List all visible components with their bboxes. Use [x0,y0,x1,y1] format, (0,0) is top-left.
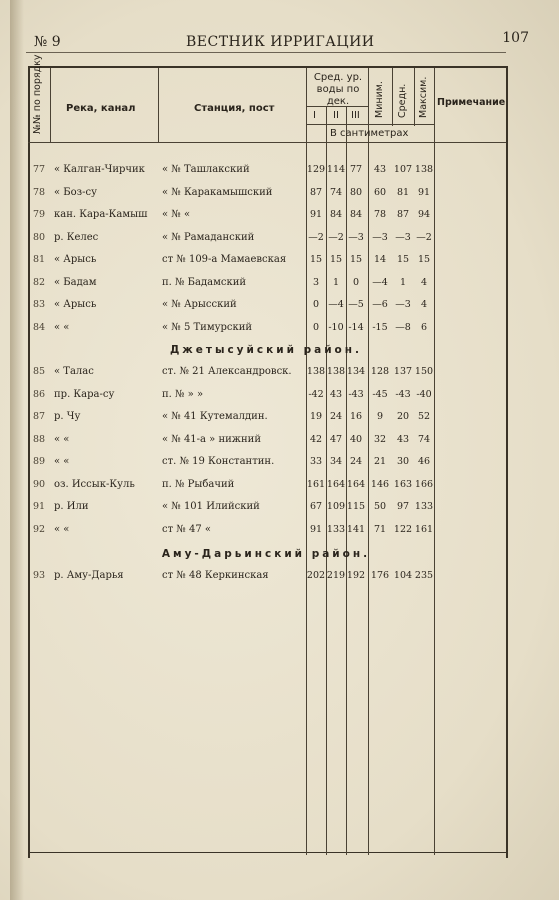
dec3-value: —3 [348,231,364,243]
dec3-value: —5 [348,299,364,310]
dec3-value: 15 [349,254,363,265]
dec3-value: 77 [349,164,363,175]
dec1-value: 0 [312,321,320,333]
max-value: 138 [414,164,434,175]
dec3-value: 141 [346,523,366,535]
max-value: -40 [416,388,432,400]
region-title: Джетысуйский район. [169,344,363,356]
avg-value: —3 [395,231,411,243]
header-dec-3: III [351,110,360,121]
station-name: п. № Рыбачий [162,478,235,490]
min-value: —3 [372,231,388,243]
header-unit: В сантиметрах [330,128,409,139]
dec1-value: 87 [309,186,323,198]
river-name: р. Чу [54,411,81,422]
divider-no [50,68,51,142]
min-value: -15 [372,321,388,333]
avg-value: 1 [399,276,407,288]
max-value: 74 [417,433,431,445]
dec3-value: 0 [352,276,360,288]
station-name: ст № 48 Керкинская [162,570,269,581]
header-dec-1: I [313,110,316,121]
divider-min [392,68,393,126]
table-row [28,273,504,295]
binding-shadow [10,0,24,900]
dec1-value: 15 [309,254,323,265]
table-row [28,520,504,542]
min-value: 60 [373,186,387,198]
row-number: 77 [32,164,46,175]
max-value: —2 [416,231,432,243]
station-name: п. № » » [162,388,204,400]
dec1-value: 129 [306,164,326,175]
issue-number: № 9 [34,34,61,50]
header-max: Максим. [418,76,429,118]
min-value: -45 [372,388,388,400]
avg-value: 81 [396,186,410,198]
station-name: « № Рамаданский [162,231,255,243]
dec1-value: 67 [309,501,323,512]
header-avg-group: Сред. ур. воды по дек. [313,72,363,107]
river-name: оз. Иссык-Куль [54,478,135,490]
dec1-value: 42 [309,433,323,445]
row-number: 89 [32,456,46,467]
table-row [28,250,504,272]
rule-header-bottom [28,142,506,143]
river-name: « « [54,321,70,333]
dec2-value: 34 [329,456,343,467]
min-value: 9 [376,411,384,422]
station-name: ст. № 19 Константин. [162,456,275,467]
min-value: 71 [373,523,387,535]
dec1-value: 91 [309,209,323,220]
dec1-value: 202 [306,570,326,581]
table-row [28,430,504,452]
row-number: 82 [32,276,46,288]
row-number: 86 [32,388,46,400]
station-name: ст № 47 « [162,523,211,535]
min-value: 128 [370,366,390,377]
max-value: 46 [417,456,431,467]
dec2-value: 1 [332,276,340,288]
station-name: « № 5 Тимурский [162,321,253,333]
station-name: ст № 109-а Мамаевская [162,254,287,265]
dec2-value: —2 [328,231,344,243]
max-value: 150 [414,366,434,377]
dec3-value: 164 [346,478,366,490]
table-row [28,362,504,384]
header-station: Станция, пост [194,103,275,114]
row-number: 90 [32,478,46,490]
table-row [28,497,504,519]
dec2-value: —4 [328,299,344,310]
region-title: Аму-Дарьинский район. [161,548,371,560]
row-number: 78 [32,186,46,198]
avg-value: -43 [395,388,411,400]
table-row [28,407,504,429]
dec2-value: 219 [326,570,346,581]
avg-value: 20 [396,411,410,422]
river-name: р. Или [54,501,89,512]
station-name: ст. № 21 Александровск. [162,366,292,377]
dec1-value: —2 [308,231,324,243]
avg-value: —3 [395,299,411,310]
header-river: Река, канал [66,103,136,114]
river-name: « « [54,456,70,467]
avg-value: 30 [396,456,410,467]
row-number: 83 [32,299,46,310]
station-name: « № Арысский [162,299,237,310]
header-rule [26,52,506,53]
row-number: 87 [32,411,46,422]
min-value: 78 [373,209,387,220]
row-number: 93 [32,570,46,581]
min-value: —4 [372,276,388,288]
max-value: 4 [420,276,428,288]
max-value: 235 [414,570,434,581]
header-note: Примечание [437,97,506,108]
river-name: кан. Кара-Камыш [54,209,148,220]
row-number: 81 [32,254,46,265]
dec3-value: 80 [349,186,363,198]
river-name: « « [54,433,70,445]
min-value: 21 [373,456,387,467]
dec2-value: 15 [329,254,343,265]
row-number: 84 [32,321,46,333]
avg-value: 122 [393,523,413,535]
page-number: 107 [502,30,529,46]
table-row [28,385,504,407]
min-value: —6 [372,299,388,310]
max-value: 6 [420,321,428,333]
dec3-value: 192 [346,570,366,581]
dec2-value: 133 [326,523,346,535]
running-header [28,30,529,52]
max-value: 94 [417,209,431,220]
river-name: « Калган-Чирчик [54,164,145,175]
river-name: « Арысь [54,299,97,310]
avg-value: 107 [393,164,413,175]
table-row [28,452,504,474]
table-row [28,205,504,227]
dec1-value: 91 [309,523,323,535]
min-value: 43 [373,164,387,175]
table-row [28,475,504,497]
table-row [28,160,504,182]
max-value: 133 [414,501,434,512]
row-number: 79 [32,209,46,220]
max-value: 91 [417,186,431,198]
dec3-value: 84 [349,209,363,220]
avg-value: 137 [393,366,413,377]
dec1-value: 138 [306,366,326,377]
divider-river [158,68,159,142]
dec3-value: -43 [348,388,364,400]
max-value: 52 [417,411,431,422]
max-value: 166 [414,478,434,490]
max-value: 161 [414,523,434,535]
min-value: 176 [370,570,390,581]
river-name: « « [54,523,70,535]
dec1-value: 0 [312,299,320,310]
dec2-value: 109 [326,501,346,512]
dec1-value: 33 [309,456,323,467]
table-row [28,566,504,588]
river-name: « Талас [54,366,94,377]
avg-value: —8 [395,321,411,333]
avg-value: 87 [396,209,410,220]
row-number: 92 [32,523,46,535]
dec3-value: -14 [348,321,364,333]
avg-value: 43 [396,433,410,445]
min-value: 146 [370,478,390,490]
avg-value: 163 [393,478,413,490]
min-value: 14 [373,254,387,265]
river-name: « Бадам [54,276,97,288]
river-name: « Боз-су [54,186,97,198]
station-name: « № 101 Илийский [162,501,260,512]
river-name: р. Аму-Дарья [54,570,124,581]
dec1-value: 3 [312,276,320,288]
row-number: 88 [32,433,46,445]
dec2-value: -10 [328,321,344,333]
dec3-value: 134 [346,366,366,377]
dec3-value: 115 [346,501,366,512]
dec3-value: 16 [349,411,363,422]
row-number: 80 [32,231,46,243]
dec3-value: 40 [349,433,363,445]
dec2-value: 47 [329,433,343,445]
dec2-value: 138 [326,366,346,377]
dec2-value: 24 [329,411,343,422]
station-name: « № Каракамышский [162,186,273,198]
table-row [28,295,504,317]
river-name: р. Келес [54,231,99,243]
dec1-value: -42 [308,388,324,400]
journal-title: ВЕСТНИК ИРРИГАЦИИ [186,34,375,50]
avg-value: 97 [396,501,410,512]
station-name: « № Ташлакский [162,164,250,175]
min-value: 32 [373,433,387,445]
dec2-value: 114 [326,164,346,175]
dec3-value: 24 [349,456,363,467]
row-number: 91 [32,501,46,512]
dec2-value: 74 [329,186,343,198]
table-row [28,318,504,340]
station-name: « № 41 Кутемалдин. [162,411,268,422]
rule-unit [306,124,434,125]
dec1-value: 161 [306,478,326,490]
station-name: « № « [162,209,191,220]
header-min: Миним. [374,81,385,118]
dec2-value: 164 [326,478,346,490]
min-value: 50 [373,501,387,512]
station-name: п. № Бадамский [162,276,247,288]
table-row [28,228,504,250]
max-value: 4 [420,299,428,310]
dec1-value: 19 [309,411,323,422]
river-name: « Арысь [54,254,97,265]
row-number: 85 [32,366,46,377]
header-no: №№ по порядку [32,54,43,134]
river-name: пр. Кара-су [54,388,115,400]
avg-value: 15 [396,254,410,265]
dec2-value: 43 [329,388,343,400]
header-avg: Средн. [397,83,408,118]
max-value: 15 [417,254,431,265]
header-dec-2: II [333,110,339,121]
table-row [28,183,504,205]
dec2-value: 84 [329,209,343,220]
avg-value: 104 [393,570,413,581]
divider-avg [414,68,415,126]
station-name: « № 41-а » нижний [162,433,262,445]
